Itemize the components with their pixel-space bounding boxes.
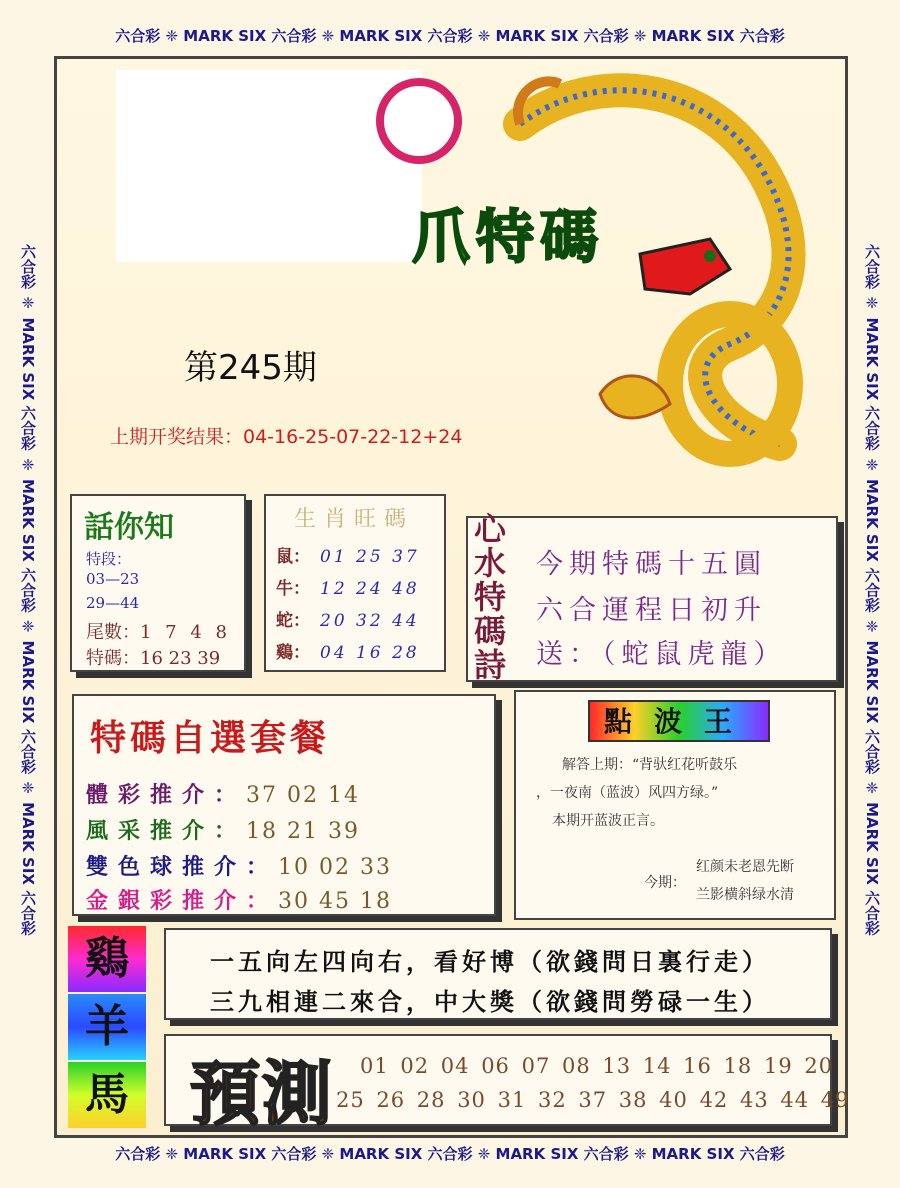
tip-box bbox=[70, 494, 246, 672]
logo-area bbox=[116, 70, 422, 262]
package-heading: 特碼自選套餐 bbox=[90, 717, 331, 759]
zodiac-row bbox=[276, 606, 420, 631]
zodiac-row bbox=[276, 574, 420, 599]
motto-box bbox=[164, 928, 832, 1020]
tail-label: 尾數： bbox=[86, 622, 140, 643]
dragon-illustration bbox=[480, 64, 840, 484]
motto-line: 一五向左四向右，看好博（欲錢問日裏行走） bbox=[210, 947, 770, 976]
prediction-label: 預測 bbox=[190, 1052, 334, 1135]
package-row bbox=[86, 814, 360, 845]
motto-line: 三九相連二來合，中大獎（欲錢問勞碌一生） bbox=[210, 987, 770, 1016]
zodiac-numbers: 01 25 37 bbox=[320, 547, 420, 567]
segment-range-2: 29—44 bbox=[86, 594, 140, 612]
package-label: 風采推介： bbox=[86, 818, 247, 844]
poem-line: 送：（蛇鼠虎龍） bbox=[536, 639, 787, 670]
wave-answer-line: 本期开蓝波正言。 bbox=[552, 813, 664, 829]
prediction-numbers-row: 25 26 28 30 31 32 37 38 40 42 43 44 49 bbox=[336, 1088, 850, 1112]
zodiac-numbers: 04 16 28 bbox=[320, 643, 420, 663]
special-row bbox=[86, 644, 220, 670]
poster-title: 爪特碼 bbox=[412, 203, 605, 271]
border-top-band: 六合彩 ❈ MARK SIX 六合彩 ❈ MARK SIX 六合彩 ❈ MARK SIX 六合彩 ❈ MARK SIX 六合彩 bbox=[115, 27, 785, 45]
package-value: 37 02 14 bbox=[246, 783, 360, 808]
tip-heading: 話你知 bbox=[84, 510, 174, 545]
package-row bbox=[86, 778, 360, 809]
poem-line: 今期特碼十五圓 bbox=[536, 549, 767, 580]
zodiac-animal: 牛： bbox=[276, 579, 310, 599]
segment-label: 特段： bbox=[86, 550, 132, 568]
package-label: 體彩推介： bbox=[86, 782, 247, 808]
prediction-numbers-row: 01 02 04 06 07 08 13 14 16 18 19 20 bbox=[360, 1054, 834, 1078]
border-right-band: 六合彩 ❈ MARK SIX 六合彩 ❈ MARK SIX 六合彩 ❈ MARK SIX 六合彩 ❈ MARK SIX 六合彩 bbox=[863, 244, 881, 936]
zodiac-char: 鷄 bbox=[68, 926, 146, 992]
zodiac-numbers: 20 32 44 bbox=[320, 611, 420, 631]
zodiac-row bbox=[276, 542, 420, 567]
wave-answer-line: ，一夜南（蓝波）风四方绿。” bbox=[536, 785, 719, 801]
poem-line: 六合運程日初升 bbox=[536, 595, 767, 626]
logo-ring bbox=[376, 78, 462, 164]
package-value: 18 21 39 bbox=[246, 819, 360, 844]
package-row bbox=[86, 850, 392, 881]
package-value: 10 02 33 bbox=[278, 855, 392, 880]
tail-row bbox=[86, 618, 231, 644]
zodiac-char: 馬 bbox=[68, 1062, 146, 1128]
wave-this-line: 兰影横斜绿水清 bbox=[696, 887, 794, 903]
zodiac-hot-heading: 生肖旺碼 bbox=[294, 507, 415, 532]
wave-answer-line: 解答上期：“背驮红花听鼓乐 bbox=[562, 757, 738, 773]
zodiac-numbers: 12 24 48 bbox=[320, 579, 420, 599]
package-row bbox=[86, 884, 392, 915]
tail-value: 1 7 4 8 bbox=[140, 622, 231, 643]
zodiac-char: 羊 bbox=[68, 994, 146, 1060]
border-left-band: 六合彩 ❈ MARK SIX 六合彩 ❈ MARK SIX 六合彩 ❈ MARK SIX 六合彩 ❈ MARK SIX 六合彩 bbox=[19, 244, 37, 936]
special-value: 16 23 39 bbox=[140, 648, 221, 669]
zodiac-animal: 蛇： bbox=[276, 611, 310, 631]
package-label: 金銀彩推介： bbox=[86, 888, 279, 914]
package-value: 30 45 18 bbox=[278, 889, 392, 914]
special-label: 特碼： bbox=[86, 648, 140, 669]
zodiac-row bbox=[276, 638, 420, 663]
last-draw-result: 上期开奖结果：04-16-25-07-22-12+24 bbox=[110, 426, 463, 448]
wave-king-title: 點波王 bbox=[588, 700, 770, 742]
zodiac-animal: 鷄： bbox=[276, 643, 310, 663]
zodiac-animal: 鼠： bbox=[276, 547, 310, 567]
package-label: 雙色球推介： bbox=[86, 854, 279, 880]
wave-this-line: 红颜未老恩先断 bbox=[696, 859, 794, 875]
period-number: 第245期 bbox=[184, 348, 317, 388]
package-box bbox=[72, 694, 496, 916]
zodiac-strip bbox=[68, 926, 146, 1126]
poem-side-label: 心水特碼詩 bbox=[473, 510, 506, 684]
border-bottom-band: 六合彩 ❈ MARK SIX 六合彩 ❈ MARK SIX 六合彩 ❈ MARK SIX 六合彩 ❈ MARK SIX 六合彩 bbox=[115, 1145, 785, 1163]
segment-range-1: 03—23 bbox=[86, 570, 140, 588]
wave-this-label: 今期： bbox=[644, 875, 686, 891]
zodiac-hot-box bbox=[264, 494, 446, 672]
